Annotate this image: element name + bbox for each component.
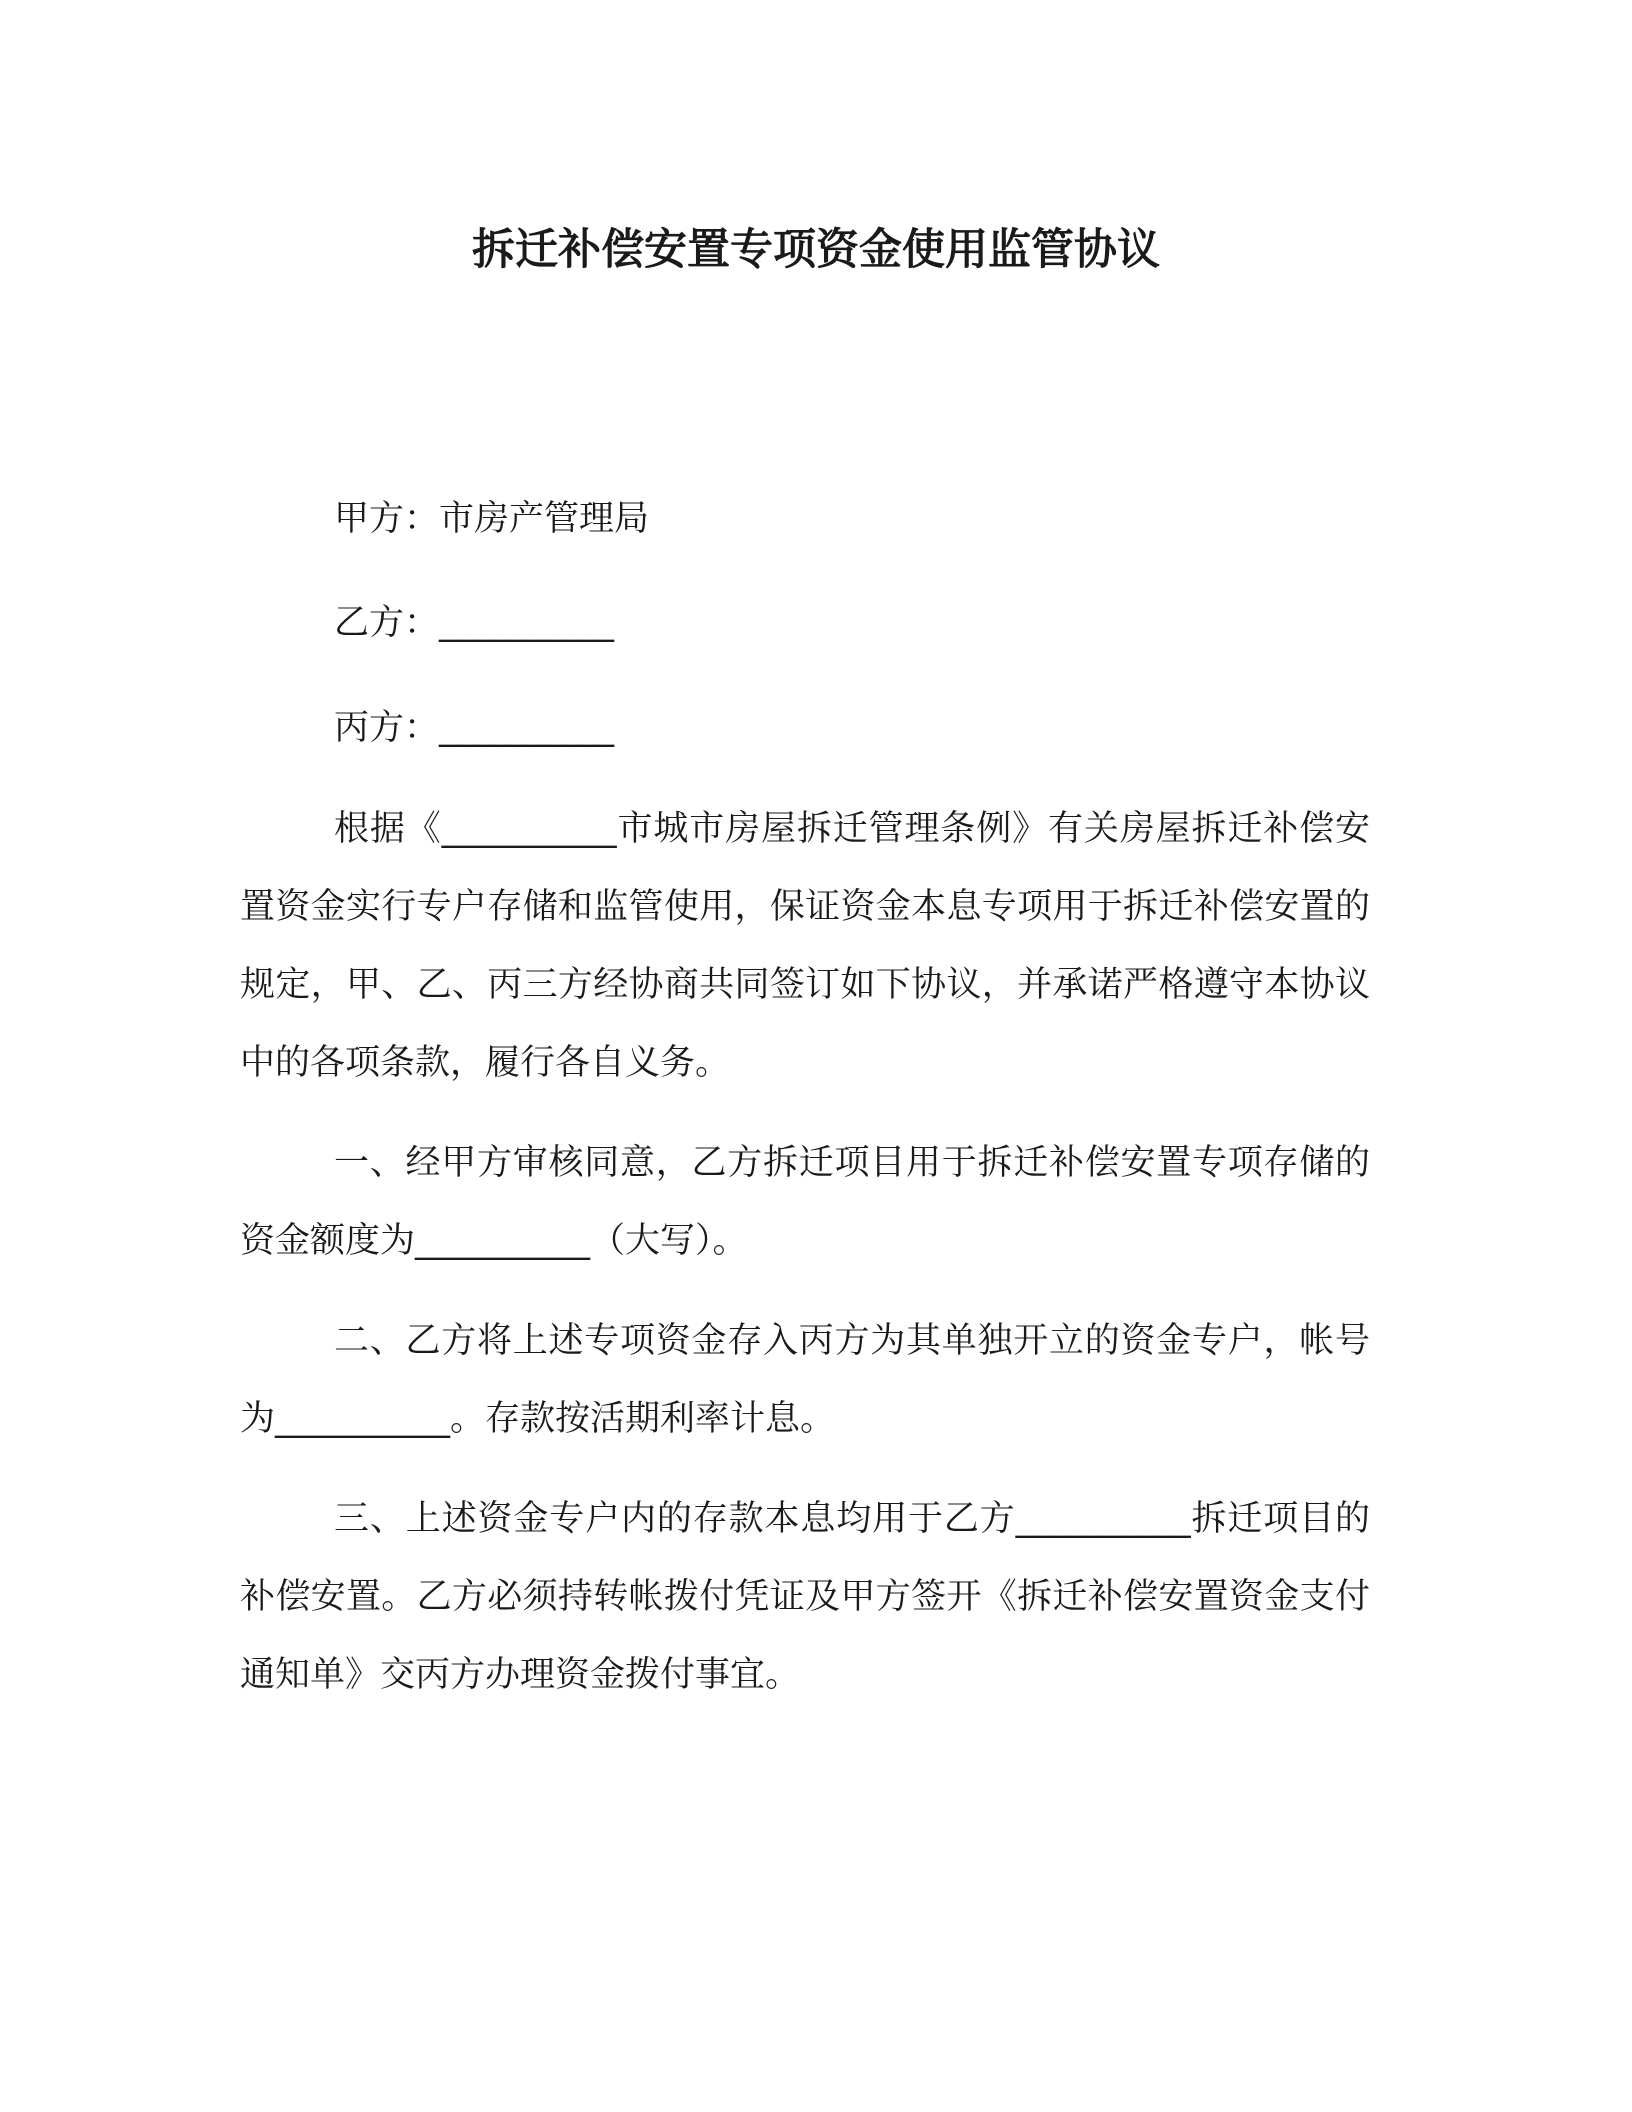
intro-paragraph: 根据《__________市城市房屋拆迁管理条例》有关房屋拆迁补偿安置资金实行专户存储和监管使用，保证资金本息专项用于拆迁补偿安置的规定，甲、乙、丙三方经协商共同签订如下协议，并承诺严格遵守本协议中的各项条款，履行各自义务。: [240, 809, 1370, 1083]
party-c-line: 丙方：__________: [334, 708, 615, 748]
clause-1-paragraph: 一、经甲方审核同意，乙方拆迁项目用于拆迁补偿安置专项存储的资金额度为__________（大写）。: [240, 1143, 1370, 1261]
clause-2-paragraph: 二、乙方将上述专项资金存入丙方为其单独开立的资金专户，帐号为__________。存款按活期利率计息。: [240, 1321, 1370, 1439]
party-a-line: 甲方：市房产管理局: [334, 499, 650, 539]
party-b-line: 乙方：__________: [334, 603, 615, 643]
clause-3-paragraph: 三、上述资金专户内的存款本息均用于乙方__________拆迁项目的补偿安置。乙方必须持转帐拨付凭证及甲方签开《拆迁补偿安置资金支付通知单》交丙方办理资金拨付事宜。: [240, 1499, 1370, 1695]
document-title: 拆迁补偿安置专项资金使用监管协议: [472, 225, 1160, 275]
